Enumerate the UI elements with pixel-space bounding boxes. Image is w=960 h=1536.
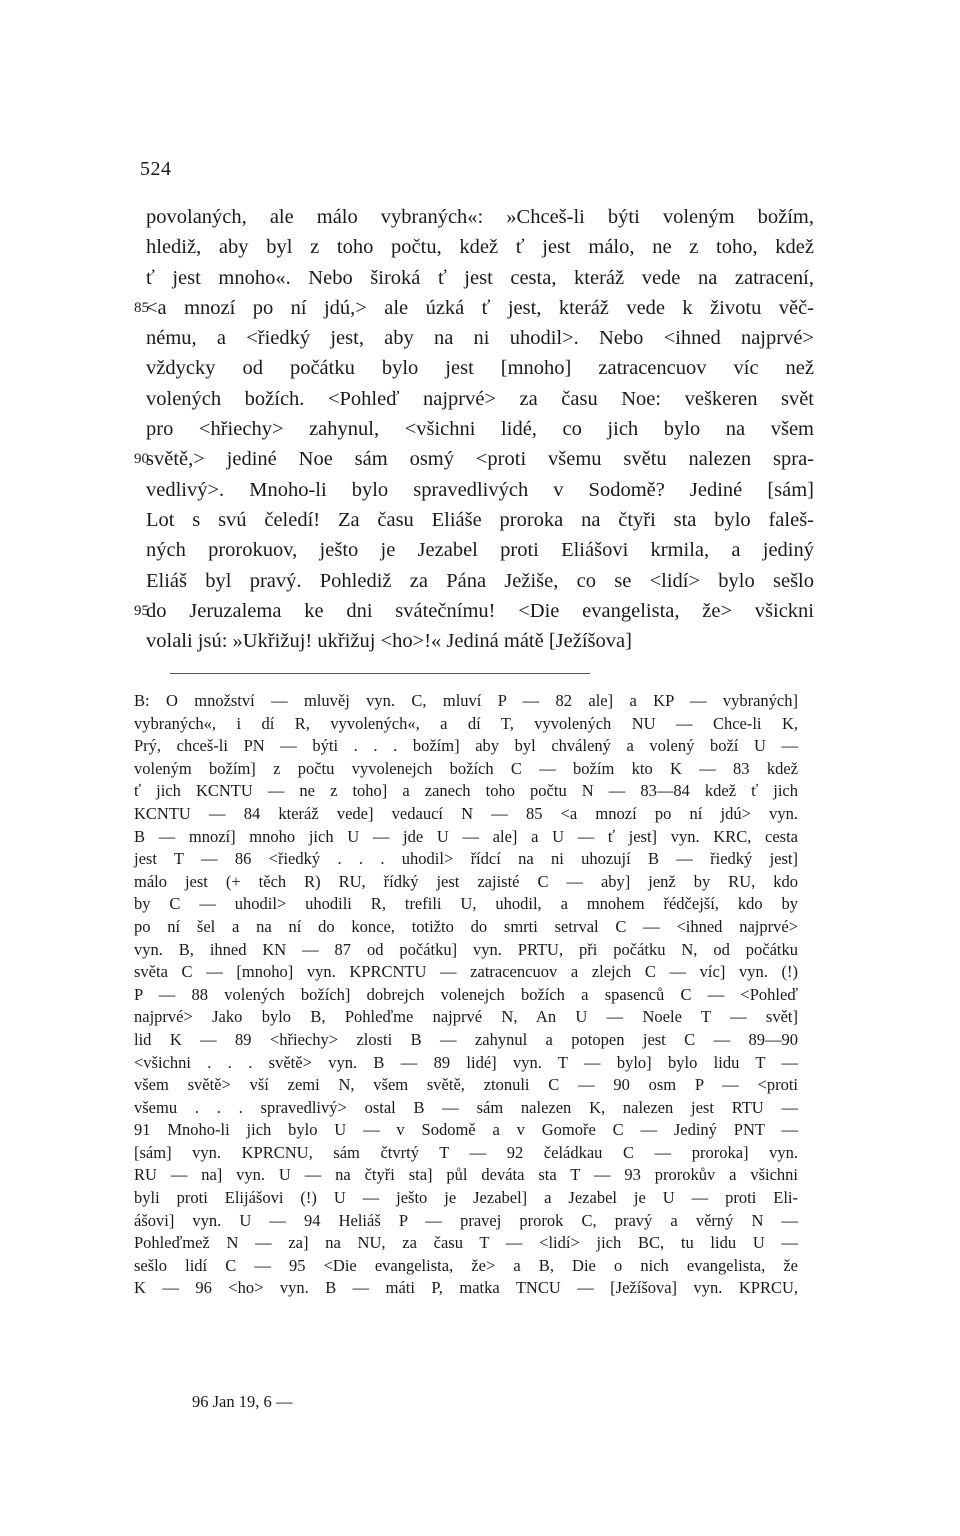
page-number: 524: [140, 158, 172, 180]
main-text-line: [134, 596, 814, 626]
main-text-block: [134, 202, 814, 656]
main-text-line: [146, 505, 814, 535]
main-text-content: <a mnozí po ní jdú,> ale úzká ť jest, kteráž vede k životu věč-: [146, 296, 814, 319]
main-text-line: [134, 444, 814, 474]
apparatus-line: vyn. B, ihned KN — 87 od počátku] vyn. PRTU, při počátku N, od počátku: [134, 939, 798, 959]
main-text-content: ť jest mnoho«. Nebo široká ť jest cesta, kteráž vede na zatracení,: [146, 266, 814, 289]
apparatus-line: Prý, chceš-li PN — býti . . . božím] aby byl chválený a volený boží U —: [134, 736, 798, 756]
apparatus-line: Pohleďmež N — za] na NU, za času T — <lidí> jich BC, tu lidu U —: [134, 1233, 798, 1253]
apparatus-line: byli proti Elijášovi (!) U — ješto je Jezabel] a Jezabel je U — proti Eli-: [134, 1188, 798, 1208]
apparatus-line: B: O množství — mluvěj vyn. C, mluví P — 82 ale] a KP — vybraných]: [134, 691, 798, 710]
apparatus-line: sešlo lidí C — 95 <Die evangelista, že> a B, Die o nich evangelista, že: [134, 1255, 798, 1275]
main-text-content: volali jsú: »Ukřižuj! ukřižuj <ho>!« Jediná mátě [Ježíšova]: [146, 630, 632, 653]
main-text-line: [146, 475, 814, 505]
main-text-content: povolaných, ale málo vybraných«: »Chceš-li býti voleným božím,: [146, 206, 814, 228]
apparatus-line: voleným božím] z počtu vyvolenejch božích C — božím kto K — 83 kdež: [134, 758, 798, 778]
apparatus-line: lid K — 89 <hřiechy> zlosti B — zahynul a potopen jest C — 89—90: [134, 1029, 798, 1049]
main-text-line: [146, 535, 814, 565]
footnote-divider: [170, 673, 590, 674]
main-text-content: volených božích. <Pohleď najprvé> za času Noe: veškeren svět: [146, 387, 814, 410]
main-text-line: [146, 263, 814, 293]
main-text-content: pro <hřiechy> zahynul, <všichni lidé, co jich bylo na všem: [146, 418, 814, 441]
apparatus-line: RU — na] vyn. U — na čtyři sta] půl deváta sta T — 93 prorokův a všichni: [134, 1165, 798, 1185]
line-number: 95: [134, 602, 149, 619]
main-text-line: [146, 384, 814, 414]
main-text-line: [146, 232, 814, 262]
main-text-line: [134, 293, 814, 323]
main-text-line: [146, 323, 814, 353]
apparatus-line: světa C — [mnoho] vyn. KPRCNTU — zatracencuov a zlejch C — víc] vyn. (!): [134, 962, 798, 982]
apparatus-line: K — 96 <ho> vyn. B — máti P, matka TNCU — [Ježíšova] vyn. KPRCU,: [134, 1278, 798, 1298]
apparatus-line: najprvé> Jako bylo B, Pohleďme najprvé N, An U — Noele T — svět]: [134, 1007, 798, 1027]
apparatus-line: 91 Mnoho-li jich bylo U — v Sodomě a v Gomoře C — Jediný PNT —: [134, 1120, 798, 1140]
main-text-line: [146, 566, 814, 596]
apparatus-line: všemu . . . spravedlivý> ostal B — sám nalezen K, nalezen jest RTU —: [134, 1097, 798, 1117]
apparatus-line: všem světě> vší zemi N, všem světě, ztonuli C — 90 osm P — <proti: [134, 1075, 798, 1095]
apparatus-line: ášovi] vyn. U — 94 Heliáš P — pravej prorok C, pravý a věrný N —: [134, 1210, 798, 1230]
main-text-line: [146, 353, 814, 383]
line-number: 90: [134, 451, 149, 468]
apparatus-line: málo jest (+ těch R) RU, řídký jest zajisté C — aby] jenž by RU, kdo: [134, 871, 798, 891]
main-text-content: Eliáš byl pravý. Pohlediž za Pána Ježiše, co se <lidí> bylo sešlo: [146, 569, 814, 592]
main-text-content: do Jeruzalema ke dni svátečnímu! <Die evangelista, že> všickni: [146, 599, 814, 622]
main-text-content: světě,> jediné Noe sám osmý <proti všemu světu nalezen spra-: [146, 448, 814, 471]
main-text-content: ných prorokuov, ješto je Jezabel proti Eliášovi krmila, a jediný: [146, 539, 814, 562]
scripture-reference: 96 Jan 19, 6 —: [192, 1392, 293, 1411]
apparatus-line: jest T — 86 <řiedký . . . uhodil> řídcí na ni uhozují B — řiedký jest]: [134, 849, 798, 869]
critical-apparatus: [134, 690, 798, 1300]
apparatus-line: po ní šel a na ní do konce, totižto do smrti setrval C — <ihned najprvé>: [134, 916, 798, 936]
apparatus-line: vybraných«, i dí R, vyvolených«, a dí T, vyvolených NU — Chce-li K,: [134, 713, 798, 733]
apparatus-line: B — mnozí] mnoho jich U — jde U — ale] a U — ť jest] vyn. KRC, cesta: [134, 826, 798, 846]
main-text-content: hlediž, aby byl z toho počtu, kdež ť jest málo, ne z toho, kdež: [146, 236, 814, 259]
apparatus-line: [sám] vyn. KPRCNU, sám čtvrtý T — 92 čeládkau C — proroka] vyn.: [134, 1142, 798, 1162]
apparatus-line: P — 88 volených božích] dobrejch volenejch božích a spasenců C — <Pohleď: [134, 984, 798, 1004]
main-text-content: Lot s svú čeledí! Za času Eliáše proroka na čtyři sta bylo faleš-: [146, 508, 814, 531]
apparatus-line: KCNTU — 84 kteráž vede] vedaucí N — 85 <a mnozí po ní jdú> vyn.: [134, 803, 798, 823]
main-text-line: [146, 202, 814, 232]
apparatus-line: <všichni . . . světě> vyn. B — 89 lidé] vyn. T — bylo] bylo lidu T —: [134, 1052, 798, 1072]
main-text-content: nému, a <řiedký jest, aby na ni uhodil>. Nebo <ihned najprvé>: [146, 327, 814, 350]
line-number: 85: [134, 299, 149, 316]
apparatus-line: ť jich KCNTU — ne z toho] a zanech toho počtu N — 83—84 kdež ť jich: [134, 781, 798, 801]
main-text-content: vždycky od počátku bylo jest [mnoho] zatracencuov víc než: [146, 357, 814, 380]
main-text-content: vedlivý>. Mnoho-li bylo spravedlivých v Sodomě? Jediné [sám]: [146, 478, 814, 501]
main-text-line: [146, 626, 814, 656]
main-text-line: [146, 414, 814, 444]
apparatus-line: by C — uhodil> uhodili R, trefili U, uhodil, a mnohem řédčejší, kdo by: [134, 894, 798, 914]
